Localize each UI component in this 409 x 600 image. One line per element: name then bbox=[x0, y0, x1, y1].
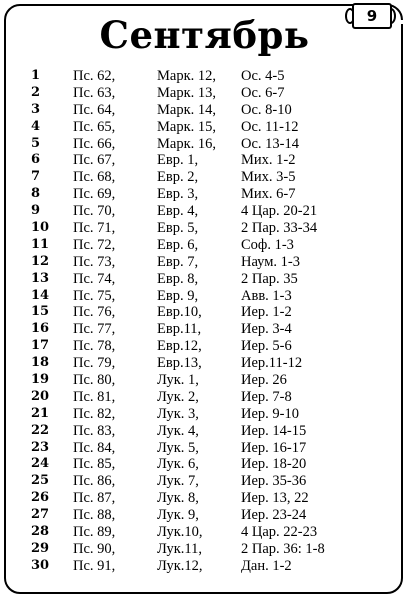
old-testament-reference: 4 Цар. 22-23 bbox=[241, 524, 318, 541]
reading-row bbox=[0, 68, 409, 85]
reading-row bbox=[0, 406, 409, 423]
new-testament-reference: Евр. 8, bbox=[157, 270, 199, 287]
old-testament-reference: Мих. 3-5 bbox=[241, 169, 296, 186]
reading-list bbox=[0, 68, 409, 575]
old-testament-reference: Мих. 6-7 bbox=[241, 186, 296, 203]
new-testament-reference: Евр.13, bbox=[157, 355, 202, 372]
day-number: 7 bbox=[31, 169, 41, 185]
day-number: 21 bbox=[31, 405, 50, 421]
day-number: 8 bbox=[31, 186, 41, 202]
old-testament-reference: 4 Цар. 20-21 bbox=[241, 203, 318, 220]
psalm-reference: Пс. 82, bbox=[73, 405, 116, 422]
new-testament-reference: Лук. 3, bbox=[157, 405, 199, 422]
day-number: 22 bbox=[31, 422, 50, 438]
psalm-reference: Пс. 69, bbox=[73, 186, 116, 203]
psalm-reference: Пс. 87, bbox=[73, 490, 116, 507]
reading-row bbox=[0, 136, 409, 153]
reading-row bbox=[0, 119, 409, 136]
new-testament-reference: Евр.11, bbox=[157, 321, 202, 338]
old-testament-reference: Иер. 35-36 bbox=[241, 473, 307, 490]
day-number: 17 bbox=[31, 338, 50, 354]
reading-row bbox=[0, 541, 409, 558]
page-number: 9 bbox=[366, 7, 378, 25]
psalm-reference: Пс. 73, bbox=[73, 253, 116, 270]
reading-row bbox=[0, 355, 409, 372]
new-testament-reference: Лук. 9, bbox=[157, 507, 199, 524]
old-testament-reference: 2 Пар. 33-34 bbox=[241, 220, 318, 237]
day-number: 18 bbox=[31, 355, 50, 371]
old-testament-reference: Иер. 7-8 bbox=[241, 388, 292, 405]
new-testament-reference: Евр. 4, bbox=[157, 203, 199, 220]
old-testament-reference: Иер. 23-24 bbox=[241, 507, 307, 524]
new-testament-reference: Евр. 6, bbox=[157, 236, 199, 253]
new-testament-reference: Лук.11, bbox=[157, 540, 202, 557]
old-testament-reference: Иер. 9-10 bbox=[241, 405, 299, 422]
day-number: 28 bbox=[31, 524, 50, 540]
new-testament-reference: Марк. 15, bbox=[157, 118, 216, 135]
reading-row bbox=[0, 473, 409, 490]
reading-row bbox=[0, 321, 409, 338]
new-testament-reference: Марк. 14, bbox=[157, 101, 216, 118]
old-testament-reference: Иер. 1-2 bbox=[241, 304, 292, 321]
psalm-reference: Пс. 77, bbox=[73, 321, 116, 338]
new-testament-reference: Евр.12, bbox=[157, 338, 202, 355]
psalm-reference: Пс. 91, bbox=[73, 557, 116, 574]
new-testament-reference: Марк. 12, bbox=[157, 68, 216, 84]
new-testament-reference: Евр. 3, bbox=[157, 186, 199, 203]
day-number: 25 bbox=[31, 473, 50, 489]
day-number: 15 bbox=[31, 304, 50, 320]
day-number: 19 bbox=[31, 372, 50, 388]
new-testament-reference: Лук. 4, bbox=[157, 422, 199, 439]
reading-row bbox=[0, 490, 409, 507]
psalm-reference: Пс. 72, bbox=[73, 236, 116, 253]
psalm-reference: Пс. 68, bbox=[73, 169, 116, 186]
reading-row bbox=[0, 169, 409, 186]
day-number: 2 bbox=[31, 84, 41, 100]
day-number: 10 bbox=[31, 220, 50, 236]
psalm-reference: Пс. 67, bbox=[73, 152, 116, 169]
day-number: 20 bbox=[31, 388, 50, 404]
reading-row bbox=[0, 456, 409, 473]
psalm-reference: Пс. 62, bbox=[73, 68, 116, 84]
day-number: 29 bbox=[31, 540, 50, 556]
old-testament-reference: Иер. 18-20 bbox=[241, 456, 307, 473]
old-testament-reference: Мих. 1-2 bbox=[241, 152, 296, 169]
new-testament-reference: Евр. 5, bbox=[157, 220, 199, 237]
psalm-reference: Пс. 66, bbox=[73, 135, 116, 152]
psalm-reference: Пс. 76, bbox=[73, 304, 116, 321]
day-number: 4 bbox=[31, 118, 41, 134]
psalm-reference: Пс. 86, bbox=[73, 473, 116, 490]
reading-row bbox=[0, 254, 409, 271]
day-number: 12 bbox=[31, 253, 50, 269]
old-testament-reference: Ос. 8-10 bbox=[241, 101, 292, 118]
reading-row bbox=[0, 558, 409, 575]
psalm-reference: Пс. 71, bbox=[73, 220, 116, 237]
reading-row bbox=[0, 440, 409, 457]
reading-row bbox=[0, 304, 409, 321]
reading-row bbox=[0, 152, 409, 169]
reading-row bbox=[0, 288, 409, 305]
old-testament-reference: Иер. 16-17 bbox=[241, 439, 307, 456]
reading-row bbox=[0, 102, 409, 119]
psalm-reference: Пс. 75, bbox=[73, 287, 116, 304]
reading-row bbox=[0, 271, 409, 288]
psalm-reference: Пс. 81, bbox=[73, 388, 116, 405]
psalm-reference: Пс. 74, bbox=[73, 270, 116, 287]
reading-row bbox=[0, 203, 409, 220]
day-number: 30 bbox=[31, 557, 50, 573]
old-testament-reference: Ос. 6-7 bbox=[241, 84, 285, 101]
new-testament-reference: Лук. 1, bbox=[157, 372, 199, 389]
psalm-reference: Пс. 63, bbox=[73, 84, 116, 101]
day-number: 5 bbox=[31, 135, 41, 151]
old-testament-reference: Иер. 14-15 bbox=[241, 422, 307, 439]
psalm-reference: Пс. 70, bbox=[73, 203, 116, 220]
day-number: 27 bbox=[31, 507, 50, 523]
day-number: 11 bbox=[31, 236, 50, 252]
old-testament-reference: Наум. 1-3 bbox=[241, 253, 300, 270]
psalm-reference: Пс. 89, bbox=[73, 524, 116, 541]
old-testament-reference: Иер. 5-6 bbox=[241, 338, 292, 355]
psalm-reference: Пс. 65, bbox=[73, 118, 116, 135]
psalm-reference: Пс. 78, bbox=[73, 338, 116, 355]
reading-row bbox=[0, 338, 409, 355]
day-number: 6 bbox=[31, 152, 41, 168]
old-testament-reference: Иер. 3-4 bbox=[241, 321, 292, 338]
old-testament-reference: Авв. 1-3 bbox=[241, 287, 292, 304]
new-testament-reference: Лук. 5, bbox=[157, 439, 199, 456]
reading-row bbox=[0, 524, 409, 541]
reading-row bbox=[0, 237, 409, 254]
new-testament-reference: Марк. 16, bbox=[157, 135, 216, 152]
reading-row bbox=[0, 423, 409, 440]
new-testament-reference: Лук.12, bbox=[157, 557, 203, 574]
reading-row bbox=[0, 186, 409, 203]
reading-row bbox=[0, 389, 409, 406]
old-testament-reference: Ос. 4-5 bbox=[241, 68, 285, 84]
psalm-reference: Пс. 84, bbox=[73, 439, 116, 456]
reading-row bbox=[0, 507, 409, 524]
old-testament-reference: Ос. 13-14 bbox=[241, 135, 299, 152]
psalm-reference: Пс. 85, bbox=[73, 456, 116, 473]
psalm-reference: Пс. 90, bbox=[73, 540, 116, 557]
old-testament-reference: 2 Пар. 36: 1-8 bbox=[241, 540, 325, 557]
new-testament-reference: Марк. 13, bbox=[157, 84, 216, 101]
new-testament-reference: Евр. 7, bbox=[157, 253, 199, 270]
new-testament-reference: Евр. 2, bbox=[157, 169, 199, 186]
reading-row bbox=[0, 220, 409, 237]
old-testament-reference: Ос. 11-12 bbox=[241, 118, 299, 135]
old-testament-reference: Дан. 1-2 bbox=[241, 557, 292, 574]
new-testament-reference: Лук. 8, bbox=[157, 490, 199, 507]
new-testament-reference: Лук. 7, bbox=[157, 473, 199, 490]
psalm-reference: Пс. 79, bbox=[73, 355, 116, 372]
psalm-reference: Пс. 83, bbox=[73, 422, 116, 439]
day-number: 3 bbox=[31, 101, 41, 117]
old-testament-reference: Иер.11-12 bbox=[241, 355, 303, 372]
day-number: 14 bbox=[31, 287, 50, 303]
new-testament-reference: Лук. 2, bbox=[157, 388, 199, 405]
reading-row bbox=[0, 85, 409, 102]
old-testament-reference: Соф. 1-3 bbox=[241, 236, 294, 253]
old-testament-reference: 2 Пар. 35 bbox=[241, 270, 298, 287]
day-number: 24 bbox=[31, 456, 50, 472]
psalm-reference: Пс. 80, bbox=[73, 372, 116, 389]
new-testament-reference: Лук. 6, bbox=[157, 456, 199, 473]
day-number: 9 bbox=[31, 203, 41, 219]
new-testament-reference: Евр.10, bbox=[157, 304, 202, 321]
new-testament-reference: Евр. 9, bbox=[157, 287, 199, 304]
day-number: 26 bbox=[31, 490, 50, 506]
day-number: 13 bbox=[31, 270, 50, 286]
old-testament-reference: Иер. 26 bbox=[241, 372, 287, 389]
new-testament-reference: Евр. 1, bbox=[157, 152, 199, 169]
day-number: 23 bbox=[31, 439, 50, 455]
day-number: 1 bbox=[31, 68, 41, 83]
psalm-reference: Пс. 88, bbox=[73, 507, 116, 524]
month-title: Сентябрь bbox=[99, 13, 310, 57]
psalm-reference: Пс. 64, bbox=[73, 101, 116, 118]
reading-row bbox=[0, 372, 409, 389]
day-number: 16 bbox=[31, 321, 50, 337]
old-testament-reference: Иер. 13, 22 bbox=[241, 490, 309, 507]
new-testament-reference: Лук.10, bbox=[157, 524, 203, 541]
